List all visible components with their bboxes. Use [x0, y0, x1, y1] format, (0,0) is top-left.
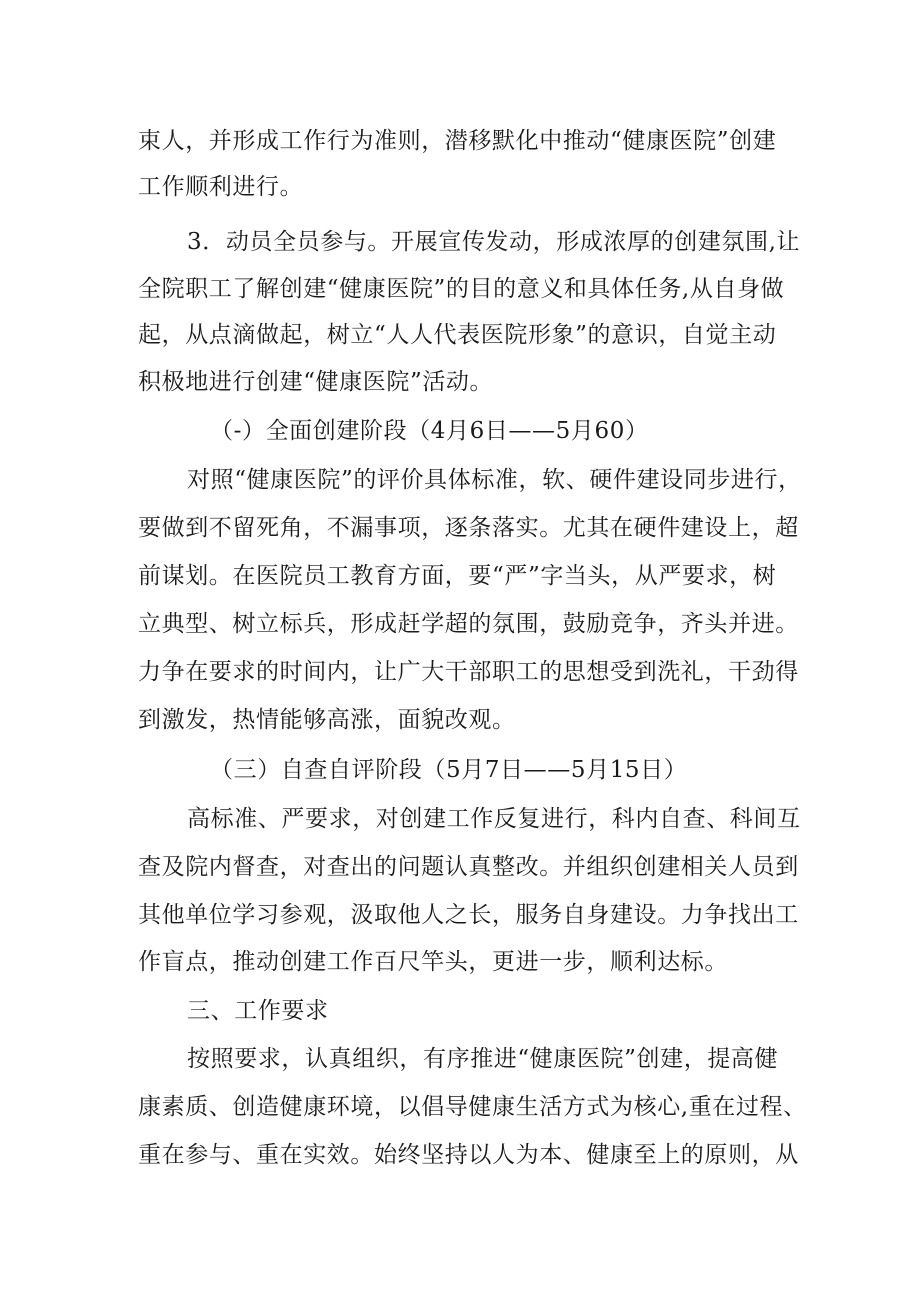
section-heading: 三、工作要求	[187, 998, 329, 1024]
paragraph-line: 其他单位学习参观，汲取他人之长，服务自身建设。力争找出工	[138, 902, 799, 928]
paragraph-line: 重在参与、重在实效。始终坚持以人为本、健康至上的原则，从	[138, 1142, 799, 1168]
paragraph-line: 3．动员全员参与。开展宣传发动，形成浓厚的创建氛围,让	[187, 229, 801, 255]
paragraph-line: 束人，并形成工作行为准则，潜移默化中推动“健康医院”创建	[138, 128, 777, 154]
paragraph-line: 立典型、树立标兵，形成赶学超的氛围，鼓励竞争，齐头并进。	[138, 611, 799, 637]
paragraph-line: 工作顺利进行。	[138, 174, 304, 200]
paragraph-line: 力争在要求的时间内，让广大干部职工的思想受到洗礼，干劲得	[138, 659, 799, 685]
section-heading: （-）全面创建阶段（4月6日——5月60）	[210, 418, 649, 444]
paragraph-line: 积极地进行创建“健康医院”活动。	[138, 369, 494, 395]
paragraph-line: 到激发，热情能够高涨，面貌改观。	[138, 707, 516, 733]
paragraph-line: 全院职工了解创建“健康医院”的目的意义和具体任务,从自身做	[138, 276, 785, 302]
section-heading: （三）自查自评阶段（5月7日——5月15日）	[210, 757, 688, 783]
paragraph-line: 前谋划。在医院员工教育方面，要“严”字当头，从严要求，树	[138, 563, 777, 589]
paragraph-line: 康素质、创造健康环境，以倡导健康生活方式为核心,重在过程、	[138, 1094, 807, 1120]
paragraph-line: 按照要求，认真组织，有序推进“健康医院”创建，提高健	[187, 1046, 779, 1072]
paragraph-line: 高标准、严要求，对创建工作反复进行，科内自查、科间互	[187, 806, 801, 832]
paragraph-line: 作盲点，推动创建工作百尺竿头，更进一步，顺利达标。	[138, 949, 728, 975]
paragraph-line: 要做到不留死角，不漏事项，逐条落实。尤其在硬件建设上，超	[138, 515, 799, 541]
paragraph-line: 查及院内督查，对查出的问题认真整改。并组织创建相关人员到	[138, 854, 799, 880]
paragraph-line: 对照“健康医院”的评价具体标准，软、硬件建设同步进行，	[187, 467, 802, 493]
paragraph-line: 起，从点滴做起，树立“人人代表医院形象”的意识，自觉主动	[138, 322, 777, 348]
